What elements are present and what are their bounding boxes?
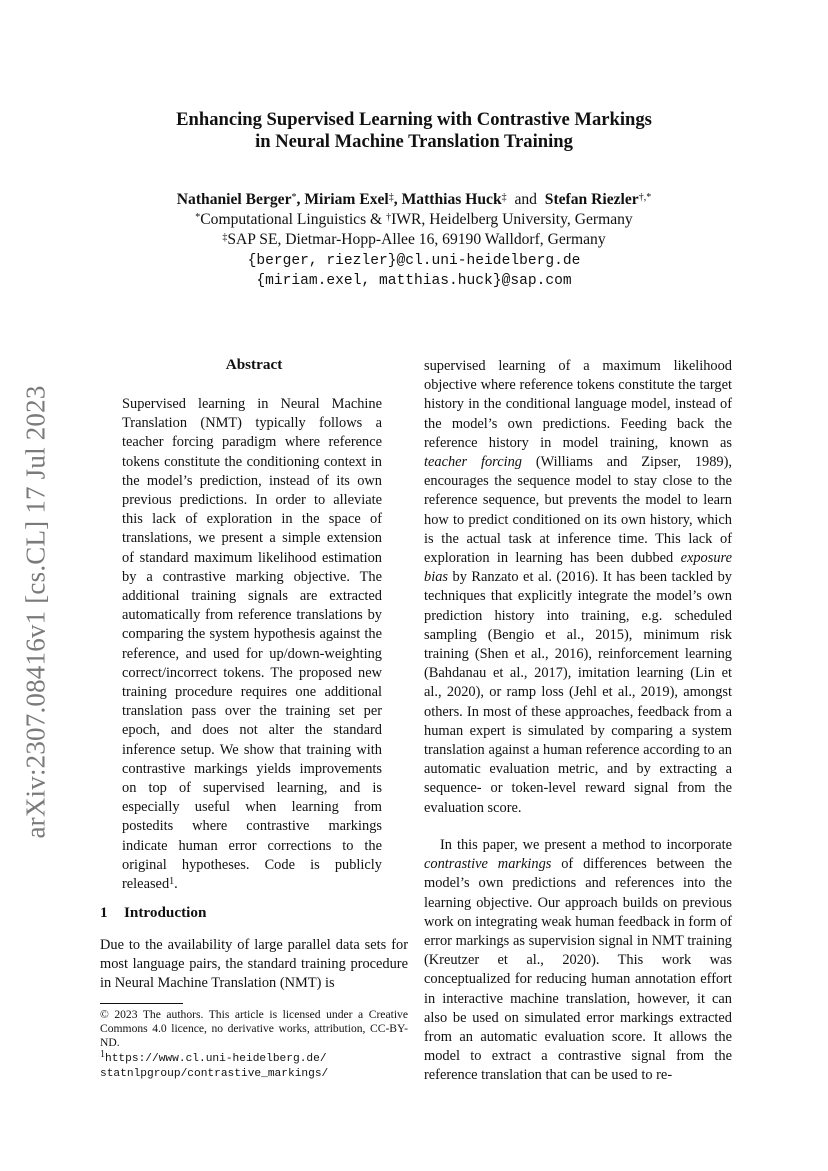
author-3: Matthias Huck [401, 191, 502, 208]
affiliation-1-mark-2: † [386, 212, 392, 224]
paragraph-text: of differences between the model’s own predictions and references into the learning objective. Our approach builds on previous work on integrating weak human feedback in form of error markings as supervision signal in NMT training (Kreutzer et al., 2020). This work was conceptualized for reducing human annotation effort in interactive machine translation, however, it can also be used on simulated error markings extracted from an automatic evaluation score. It allows the model to extract a contrastive signal from the reference translation that can be used to re- [424, 856, 732, 1084]
right-column-paragraph-2 [424, 836, 732, 1086]
footnote-divider [100, 1003, 183, 1004]
affiliation-2-text: SAP SE, Dietmar-Hopp-Allee 16, 69190 Walldorf, Germany [227, 231, 606, 249]
license-footnote: © 2023 The authors. This article is licensed under a Creative Commons 4.0 licence, no derivative works, attribution, CC-BY-ND. [100, 1008, 408, 1050]
affiliation-2 [110, 230, 718, 250]
paragraph-text: (Williams and Zipser, 1989), encourages the sequence model to stay close to the reference sequence, but prevents the model to learn how to predict conditioned on its own history, which is the actual task at inference time. This lack of exploration in learning has been dubbed [424, 454, 732, 567]
title-line-2: in Neural Machine Translation Training [255, 131, 573, 152]
author-2-mark: ‡ [388, 192, 394, 203]
paper-title [120, 109, 708, 153]
section-number: 1 [100, 904, 108, 921]
affiliation-1 [110, 210, 718, 230]
term-teacher-forcing: teacher forcing [424, 454, 523, 471]
title-line-1: Enhancing Supervised Learning with Contrastive Markings [176, 109, 652, 130]
arxiv-sidebar-stamp [14, 374, 58, 850]
section-title: Introduction [124, 904, 207, 921]
author-1: Nathaniel Berger [176, 191, 292, 208]
footnotes [100, 1008, 408, 1081]
author-and: and [514, 191, 537, 208]
author-4-mark: †,* [638, 192, 652, 203]
author-3-mark: ‡ [501, 192, 507, 203]
footnote-1-mark: 1 [100, 1048, 105, 1060]
paragraph-text: In this paper, we present a method to incorporate [440, 837, 732, 853]
introduction-paragraph [100, 936, 408, 994]
author-separator: , [393, 191, 402, 208]
paragraph-text: supervised learning of a maximum likelihood objective where reference tokens constitute the target history in the conditional language model, instead of the model’s own predictions. Feeding back the reference history in model training, known as [424, 358, 732, 451]
author-2: Miriam Exel [304, 191, 389, 208]
section-heading-introduction [100, 904, 206, 922]
footnote-1-ref: 1 [169, 876, 175, 888]
right-column-paragraph-1 [424, 357, 732, 818]
abstract-body [122, 395, 382, 894]
abstract-text: Supervised learning in Neural Machine Translation (NMT) typically follows a teacher forcing paradigm where reference tokens constitute the conditioning context in the model’s prediction, instead of its own previous predictions. In order to alleviate this lack of exploration in the space of translations, we present a simple extension of standard maximum likelihood estimation by a contrastive marking objective. The additional training signals are extracted automatically from reference translations by comparing the system hypothesis against the reference, and used for up/down-weighting correct/incorrect tokens. The proposed new training procedure requires one additional translation pass over the training set per epoch, and does not alter the standard inference setup. We show that training with contrastive markings yields improvements on top of supervised learning, and is especially useful when learning from postedits where contrastive markings indicate human error corrections to the original hypotheses. Code is publicly released [122, 396, 382, 893]
author-block [110, 190, 718, 291]
footnote-1-url-line-2: statnlpgroup/contrastive_markings/ [100, 1067, 329, 1080]
email-2: {miriam.exel, matthias.huck}@sap.com [256, 272, 572, 289]
arxiv-id: arXiv:2307.08416v1 [cs.CL] 17 Jul 2023 [20, 385, 51, 839]
email-1: {berger, riezler}@cl.uni-heidelberg.de [247, 252, 581, 269]
affiliation-1-text: Computational Linguistics & [200, 211, 387, 229]
footnote-1-url-line-1: https://www.cl.uni-heidelberg.de/ [105, 1052, 327, 1065]
introduction-text: Due to the availability of large parallel data sets for most language pairs, the standard training procedure in Neural Machine Translation (NMT) is [100, 937, 408, 992]
author-4: Stefan Riezler [544, 191, 639, 208]
author-separator: , [296, 191, 305, 208]
abstract-end: . [174, 876, 178, 893]
paragraph-text: by Ranzato et al. (2016). It has been tackled by techniques that explicitly integrate the model’s own prediction history into training, e.g. scheduled sampling (Bengio et al., 2015), minimum risk training (Shen et al., 2016), reinforcement learning (Bahdanau et al., 2017), imitation learning (Lin et al., 2020), or ramp loss (Jehl et al., 2019), amongst others. In most of these approaches, feedback from a human expert is simulated by comparing a system translation against a human reference according to an automatic evaluation metric, and by extracting a sequence- or token-level reward signal from the evaluation score. [424, 569, 732, 816]
author-names [110, 190, 718, 210]
affiliation-2-mark: ‡ [222, 232, 228, 244]
affiliation-1-mark: * [195, 212, 201, 224]
term-contrastive-markings: contrastive markings [424, 856, 552, 873]
abstract-heading: Abstract [225, 356, 283, 373]
affiliation-1-text-2: IWR, Heidelberg University, Germany [391, 211, 633, 229]
footnote-1 [100, 1048, 408, 1081]
author-1-mark: * [291, 192, 297, 203]
term-exposure-bias: exposure bias [424, 550, 732, 586]
